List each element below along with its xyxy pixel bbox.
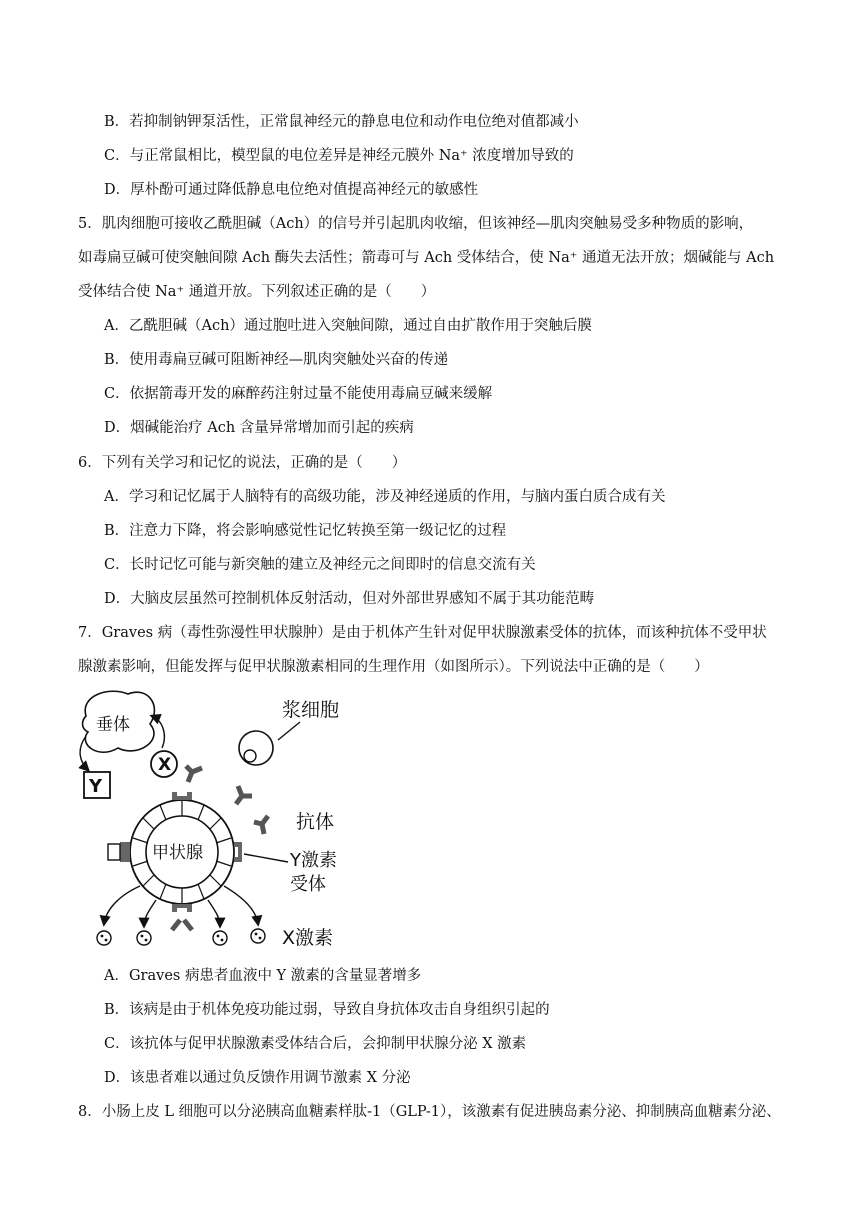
q6-option-c: C．长时记忆可能与新突触的建立及神经元之间即时的信息交流有关 — [104, 557, 536, 573]
q5-option-d: D．烟碱能治疗 Ach 含量异常增加而引起的疾病 — [104, 420, 414, 436]
q5-option-c: C．依据箭毒开发的麻醉药注射过量不能使用毒扁豆碱来缓解 — [104, 386, 493, 402]
x-hormone-label: X激素 — [282, 927, 334, 949]
q7-option-c: C．该抗体与促甲状腺激素受体结合后，会抑制甲状腺分泌 X 激素 — [104, 1036, 527, 1052]
secretion-arrow — [224, 886, 258, 924]
q5-option-b: B．使用毒扁豆碱可阻断神经—肌肉突触处兴奋的传递 — [104, 352, 449, 368]
q4-option-c: C．与正常鼠相比，模型鼠的电位差异是神经元膜外 Na⁺ 浓度增加导致的 — [104, 148, 574, 164]
q5-option-a: A．乙酰胆碱（Ach）通过胞吐进入突触间隙，通过自由扩散作用于突触后膜 — [104, 318, 592, 334]
thyroid-label: 甲状腺 — [152, 843, 203, 863]
q7-option-a: A．Graves 病患者血液中 Y 激素的含量显著增多 — [104, 968, 422, 984]
plasma-cell-body — [239, 731, 273, 765]
q6-option-a: A．学习和记忆属于人脑特有的高级功能，涉及神经递质的作用，与脑内蛋白质合成有关 — [104, 489, 666, 505]
secretion-arrow — [208, 900, 220, 926]
q7-stem-line-2: 腺激素影响，但能发挥与促甲状腺激素相同的生理作用（如图所示）。下列说法中正确的是（ ） — [78, 659, 709, 675]
q7-option-b: B．该病是由于机体免疫功能过弱，导致自身抗体攻击自身组织引起的 — [104, 1002, 550, 1018]
x-hormone-molecule — [137, 931, 151, 945]
receptor-right — [234, 842, 242, 862]
q5-stem-line-1: 5．肌肉细胞可接收乙酰胆碱（Ach）的信号并引起肌肉收缩，但该神经—肌肉突触易受多种物质的影响， — [78, 216, 754, 232]
pituitary-label: 垂体 — [96, 715, 130, 735]
antibody-label: 抗体 — [296, 811, 335, 833]
x-hormone-molecule — [251, 929, 265, 943]
receptor-left — [120, 842, 130, 862]
secretion-arrow — [144, 900, 156, 926]
x-hormone-molecule — [97, 931, 111, 945]
x-hormone-molecule — [213, 931, 227, 945]
q7-stem-line-1: 7．Graves 病（毒性弥漫性甲状腺肿）是由于机体产生针对促甲状腺激素受体的抗体，而该种抗体不受甲状 — [78, 625, 767, 641]
receptor-top — [172, 792, 192, 800]
q4-option-b: B．若抑制钠钾泵活性，正常鼠神经元的静息电位和动作电位绝对值都减小 — [104, 114, 579, 130]
x-circle-label: X — [158, 755, 172, 775]
q8-stem: 8．小肠上皮 L 细胞可以分泌胰高血糖素样肽-1（GLP-1），该激素有促进胰岛素分泌、抑制胰高血糖素分泌、 — [78, 1104, 781, 1120]
antibody-icon — [186, 766, 202, 782]
receptor-label-line-1: Y激素 — [290, 850, 337, 871]
q6-option-d: D．大脑皮层虽然可控制机体反射活动，但对外部世界感知不属于其功能范畴 — [104, 591, 595, 607]
antibody-bound — [172, 920, 192, 930]
antibody-icon — [254, 816, 268, 834]
q7-option-d: D．该患者难以通过负反馈作用调节激素 X 分泌 — [104, 1070, 411, 1086]
plasma-cell-nucleus — [244, 750, 256, 762]
plasma-cell-label: 浆细胞 — [282, 699, 340, 721]
antibody-icon — [236, 786, 252, 804]
graves-diagram — [78, 686, 378, 956]
q6-option-b: B．注意力下降，将会影响感觉性记忆转换至第一级记忆的过程 — [104, 523, 507, 539]
q5-stem-line-2: 如毒扁豆碱可使突触间隙 Ach 酶失去活性；箭毒可与 Ach 受体结合，使 Na⁺ 通道无法开放；烟碱能与 Ach — [78, 250, 775, 266]
receptor-bottom — [172, 904, 192, 912]
receptor-label-line-2: 受体 — [290, 874, 326, 895]
q4-option-d: D．厚朴酚可通过降低静息电位绝对值提高神经元的敏感性 — [104, 182, 479, 198]
secretion-arrow — [104, 886, 140, 924]
q5-stem-line-3: 受体结合使 Na⁺ 通道开放。下列叙述正确的是（ ） — [78, 284, 436, 300]
q6-stem: 6．下列有关学习和记忆的说法，正确的是（ ） — [78, 455, 407, 471]
y-box-label: Y — [89, 776, 103, 797]
